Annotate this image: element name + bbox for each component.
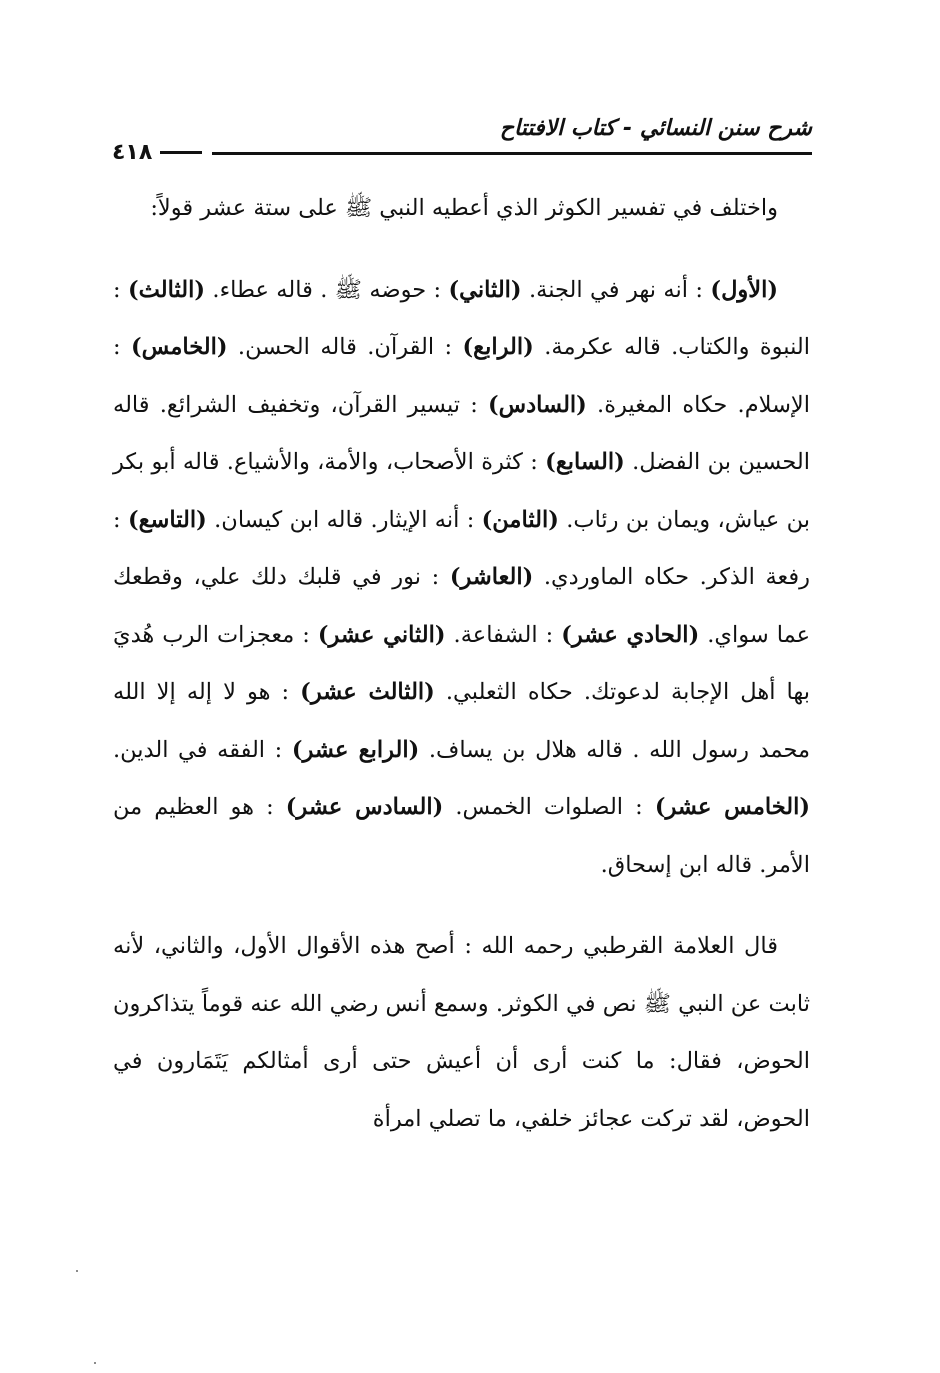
page-number-dash bbox=[160, 151, 202, 154]
saying-marker: (الأول) bbox=[710, 276, 779, 303]
paragraph-gap bbox=[113, 894, 810, 918]
saying-marker: (الحادي عشر) bbox=[561, 621, 700, 648]
text-run: : رفعة الذكر. حكاه الماوردي. bbox=[113, 506, 811, 590]
page-header bbox=[110, 108, 812, 168]
saying-marker: (السادس عشر) bbox=[285, 794, 444, 820]
text-run: : الفقه في الدين. bbox=[113, 736, 292, 763]
saying-marker: (الخامس عشر) bbox=[654, 794, 811, 820]
text-run: : نور في قلبك دلك علي، وقطعك عما سواي. bbox=[113, 564, 811, 648]
text-run: : هو العظيم من الأمر. قاله ابن إسحاق. bbox=[113, 794, 810, 878]
text-run: : هو لا إله إلا الله محمد رسول الله . قاله هلال بن يساف. bbox=[113, 679, 811, 763]
paragraph-qurtubi bbox=[113, 918, 810, 1148]
text-run: : معجزات الرب هُديَ بها أهل الإجابة لدعوتك. حكاه الثعلبي. bbox=[113, 621, 810, 705]
saying-marker: (الخامس) bbox=[131, 334, 228, 360]
text-run: : أنه الإيثار. قاله ابن كيسان. bbox=[206, 506, 482, 533]
text-run: : الصلوات الخمس. bbox=[443, 794, 655, 820]
saying-marker: (السادس) bbox=[488, 391, 587, 418]
saying-marker: (السابع) bbox=[545, 449, 625, 475]
saying-marker: (العاشر) bbox=[449, 564, 534, 590]
body-text bbox=[113, 180, 810, 1148]
text-run: : الشفاعة. bbox=[445, 621, 562, 648]
text-run: : أنه نهر في الجنة. bbox=[521, 276, 711, 303]
saying-marker: (التاسع) bbox=[127, 506, 207, 533]
page-number: ٤١٨ bbox=[112, 140, 153, 165]
running-header-title: شرح سنن النسائي - كتاب الافتتاح bbox=[499, 116, 812, 141]
text-run: : الإسلام. حكاه المغيرة. bbox=[113, 334, 811, 418]
text-run: قال العلامة القرطبي رحمه الله : أصح هذه الأقوال الأول، والثاني، لأنه ثابت عن النبي ﷺ نص في الكوثر. وسمع أنس رضي الله عنه قوماً يتذاكرون الحوض، فقال: ما كنت أرى أن أعيش حتى أرى أمثالكم يَتَمَارون في الحوض، لقد تركت عجائز خلفي، ما تصلي امرأة bbox=[113, 933, 810, 1132]
paragraph-gap bbox=[113, 238, 810, 262]
saying-marker: (الثالث عشر) bbox=[300, 679, 435, 705]
saying-marker: (الرابع) bbox=[462, 334, 534, 360]
text-run: : القرآن. قاله الحسن. bbox=[227, 334, 463, 360]
saying-marker: (الثامن) bbox=[481, 506, 559, 533]
text-run: : حوضه ﷺ . قاله عطاء. bbox=[205, 276, 449, 303]
saying-marker: (الثاني عشر) bbox=[317, 621, 446, 648]
text-run: : كثرة الأصحاب، والأمة، والأشياع. قاله أبو بكر بن عياش، ويمان بن رئاب. bbox=[113, 449, 811, 533]
scan-speck bbox=[94, 1362, 96, 1364]
text-run: واختلف في تفسير الكوثر الذي أعطيه النبي ﷺ على ستة عشر قولاً: bbox=[150, 195, 778, 221]
saying-marker: (الرابع عشر) bbox=[291, 736, 420, 763]
scan-speck bbox=[76, 1270, 78, 1272]
paragraph-sixteen-sayings bbox=[113, 262, 810, 895]
text-run: : النبوة والكتاب. قاله عكرمة. bbox=[113, 276, 810, 360]
page-number-group bbox=[104, 140, 212, 165]
saying-marker: (الثالث) bbox=[128, 276, 205, 303]
saying-marker: (الثاني) bbox=[448, 276, 522, 303]
paragraph-intro bbox=[113, 180, 810, 238]
header-rule bbox=[110, 152, 812, 155]
text-run: : تيسير القرآن، وتخفيف الشرائع. قاله الحسين بن الفضل. bbox=[113, 391, 810, 475]
